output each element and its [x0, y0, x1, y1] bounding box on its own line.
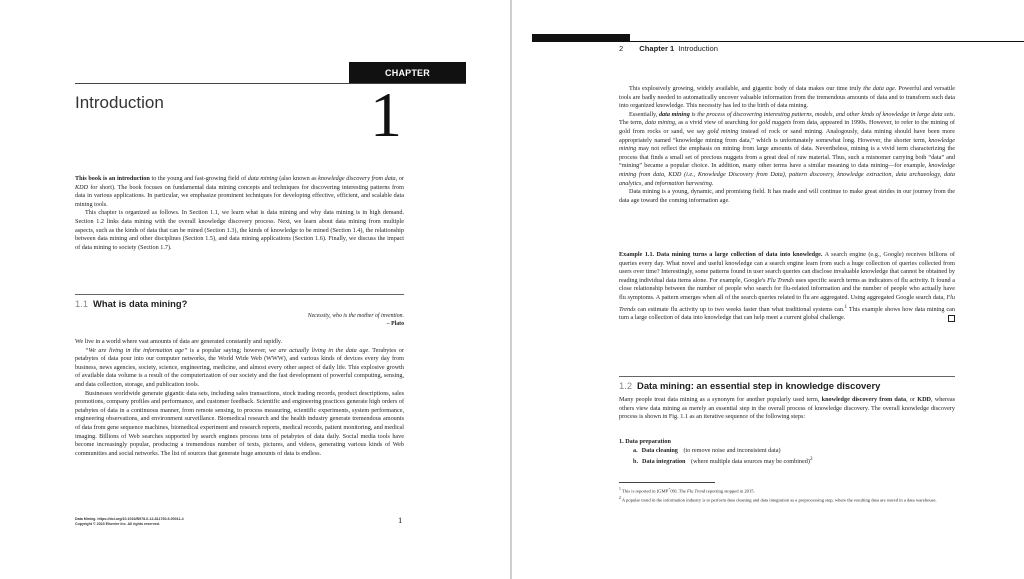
- page-number: 1: [398, 515, 403, 525]
- epigraph-quote: Necessity, who is the mother of invention.: [307, 313, 404, 319]
- footnote-2: $^2$ A popular trend in the information industry is to perform data cleaning and data integration as a preprocessing step, where the resulting data are stored in a data warehouse.: [619, 496, 937, 503]
- footnote-ref-1: 1: [844, 303, 848, 310]
- section-body: [75, 338, 404, 458]
- chapter-rule: [75, 83, 466, 84]
- end-of-example-icon: [948, 315, 955, 322]
- running-head-rule: [532, 41, 1024, 42]
- left-page: [0, 0, 510, 579]
- section-number: 1.1: [75, 298, 89, 309]
- epigraph: [230, 313, 404, 328]
- step-data-preparation: 1. Data preparation: [619, 438, 671, 445]
- chapter-title: Introduction: [75, 93, 164, 112]
- section-paragraph-2: “We are living in the information age” is a popular saying; however, we are actually living in the data age. Terabytes or petabytes of data pour into our computer networks, the World Wide Web (WWW), and various kinds of devices every day from business, news agencies, society, science, engineering, medicine, and almost every other aspect of daily life. This explosive growth of available data volume is a result of the computerization of our society and the fast development of powerful computing, sensing, and data collection, storage, and publication tools.: [75, 346, 404, 388]
- step-data-cleaning: a. Data cleaning (to remove noise and inconsistent data): [633, 446, 781, 454]
- chapter-number: 1: [370, 79, 402, 150]
- doi-line: Data Mining. https://doi.org/10.1016/B978-0-12-811760-6.00011-4: [75, 517, 184, 521]
- running-head: [619, 44, 718, 53]
- chapter-label: CHAPTER: [349, 62, 466, 83]
- footnote-ref-2: 2: [809, 456, 813, 463]
- footnotes: [619, 486, 955, 504]
- right-page: [512, 0, 1024, 579]
- running-page-number: 2: [619, 44, 624, 53]
- example-title: Data mining turns a large collection of data into knowledge.: [654, 251, 823, 258]
- running-chapter: Chapter 1: [639, 44, 675, 53]
- section-title: What is data mining?: [93, 298, 188, 309]
- section-rule: [75, 294, 404, 295]
- copyright-line: Copyright © 2023 Elsevier Inc. All rights reserved.: [75, 522, 161, 526]
- section-title-2: Data mining: an essential step in knowledge discovery: [637, 380, 881, 391]
- footnote-1: $^1$ This is reported in [GMP+09]. The Flu Trend reporting stopped in 2015.: [619, 487, 755, 494]
- page-footer-meta: [75, 517, 184, 527]
- chapter-intro: [75, 175, 404, 252]
- section-2-paragraph-1: Many people treat data mining as a synonym for another popularly used term, knowledge discovery from data, or KDD, whereas others view data mining as merely an essential step in the overall process of knowledge discovery. The overall knowledge discovery process is shown in Fig. 1.1 as an iterative sequence of the following steps:: [619, 396, 956, 421]
- section-paragraph-3: Businesses worldwide generate gigantic data sets, including sales transactions, stock trading records, product descriptions, sales promotions, company profiles and performance, and customer feedback. Scientific and engineering practices generate high orders of petabytes of data in a continuous manner, from remote sensing, to process measuring, scientific experiments, system performance, engineering observations, and environment surveillance. Biomedical research and the health industry generate tremendous amounts of data from gene sequence machines, biomedical experiment and research reports, medical records, patient monitoring, and medical imaging. Billions of Web searches supported by search engines process tens of petabytes of data daily. Social media tools have become increasingly popular, producing a tremendous number of texts, pictures, and videos, generating various kinds of Web communities and social networks. The list of sources that generate huge amounts of data is endless.: [75, 389, 404, 457]
- section-rule-2: [619, 376, 955, 377]
- intro-paragraph-2: This chapter is organized as follows. In Section 1.1, we learn what is data mining and why data mining is in high demand. Section 1.2 links data mining with the overall knowledge discovery process. Next, we learn about data mining from multiple aspects, such as the kinds of data that can be mined (Section 1.3), the kinds of knowledge to be mined (Section 1.4), the relationship between data mining and other disciplines (Section 1.5), and data mining applications (Section 1.6). Finally, we discuss the impact of data mining to society (Section 1.7).: [75, 209, 404, 251]
- section-paragraph-1: We live in a world where vast amounts of data are generated constantly and rapidly.: [75, 338, 283, 345]
- footnote-rule: [619, 482, 715, 483]
- section-heading-2: [619, 380, 880, 391]
- intro-paragraph-1: This book is an introduction to the young and fast-growing field of data mining (also known as knowledge discovery from data, or KDD for short). The book focuses on fundamental data mining concepts and techniques for discovering interesting patterns from data in various applications. In particular, we emphasize prominent techniques for developing effective, efficient, and scalable data mining tools.: [75, 175, 404, 208]
- section-number-2: 1.2: [619, 380, 633, 391]
- example-1-1: [619, 251, 955, 323]
- right-paragraph-1: This explosively growing, widely available, and gigantic body of data makes our time truly the data age. Powerful and versatile tools are badly needed to automatically uncover valuable information from the tremendous amounts of data and to transform such data into organized knowledge. This necessity has led to the birth of data mining.: [619, 85, 956, 110]
- step-data-integration: b. Data integration (where multiple data sources may be combined)$^2$: [633, 456, 813, 466]
- kdd-steps-list: [619, 438, 955, 467]
- epigraph-author: – Plato: [386, 320, 404, 327]
- right-paragraph-3: Data mining is a young, dynamic, and promising field. It has made and will continue to make great strides in our journey from the data age toward the coming information age.: [619, 188, 955, 204]
- right-paragraph-2: Essentially, data mining is the process of discovering interesting patterns, models, and other kinds of knowledge in large data sets. The term, data mining, as a vivid view of searching for gold nuggets from data, appeared in 1990s. However, to refer to the mining of gold from rocks or sand, we say gold mining instead of rock or sand mining. Analogously, data mining should have been more appropriately named “knowledge mining from data,” which is unfortunately somewhat long. However, the shorter term, knowledge mining may not reflect the emphasis on mining from large amounts of data. Nevertheless, mining is a vivid term characterizing the process that finds a small set of precious nuggets from a great deal of raw material. Thus, such a misnomer carrying both “data” and “mining” became a popular choice. In addition, many other terms have a similar meaning to data mining—for example, knowledge mining from data, KDD (i.e., Knowledge Discovery from Data), pattern discovery, knowledge extraction, data archaeology, data analytics, and information harvesting.: [619, 110, 955, 187]
- example-paragraph: Example 1.1. Data mining turns a large collection of data into knowledge. A search engine (e.g., Google) receives billions of queries every day. What novel and useful knowledge can a search engine learn from such a huge collection of queries collected from users over time? Interestingly, some patterns found in user search queries can disclose invaluable knowledge that cannot be obtained by reading individual data items alone. For example, Google's Flu Trends uses specific search terms as indicators of flu activity. It found a close relationship between the number of people who search for flu-related information and the number of people who actually have flu symptoms. A pattern emerges when all of the search queries related to flu are aggregated. Using aggregated Google search data, Flu Trends can estimate flu activity up to two weeks faster than what traditional systems can.$^1$ This example shows how data mining can turn a large collection of data into knowledge that can help meet a current global challenge.: [619, 251, 955, 322]
- right-body: [619, 85, 955, 205]
- example-label: Example 1.1.: [619, 251, 655, 258]
- section-heading: [75, 298, 187, 309]
- running-title: Introduction: [678, 44, 718, 53]
- section-2-body: [619, 396, 955, 422]
